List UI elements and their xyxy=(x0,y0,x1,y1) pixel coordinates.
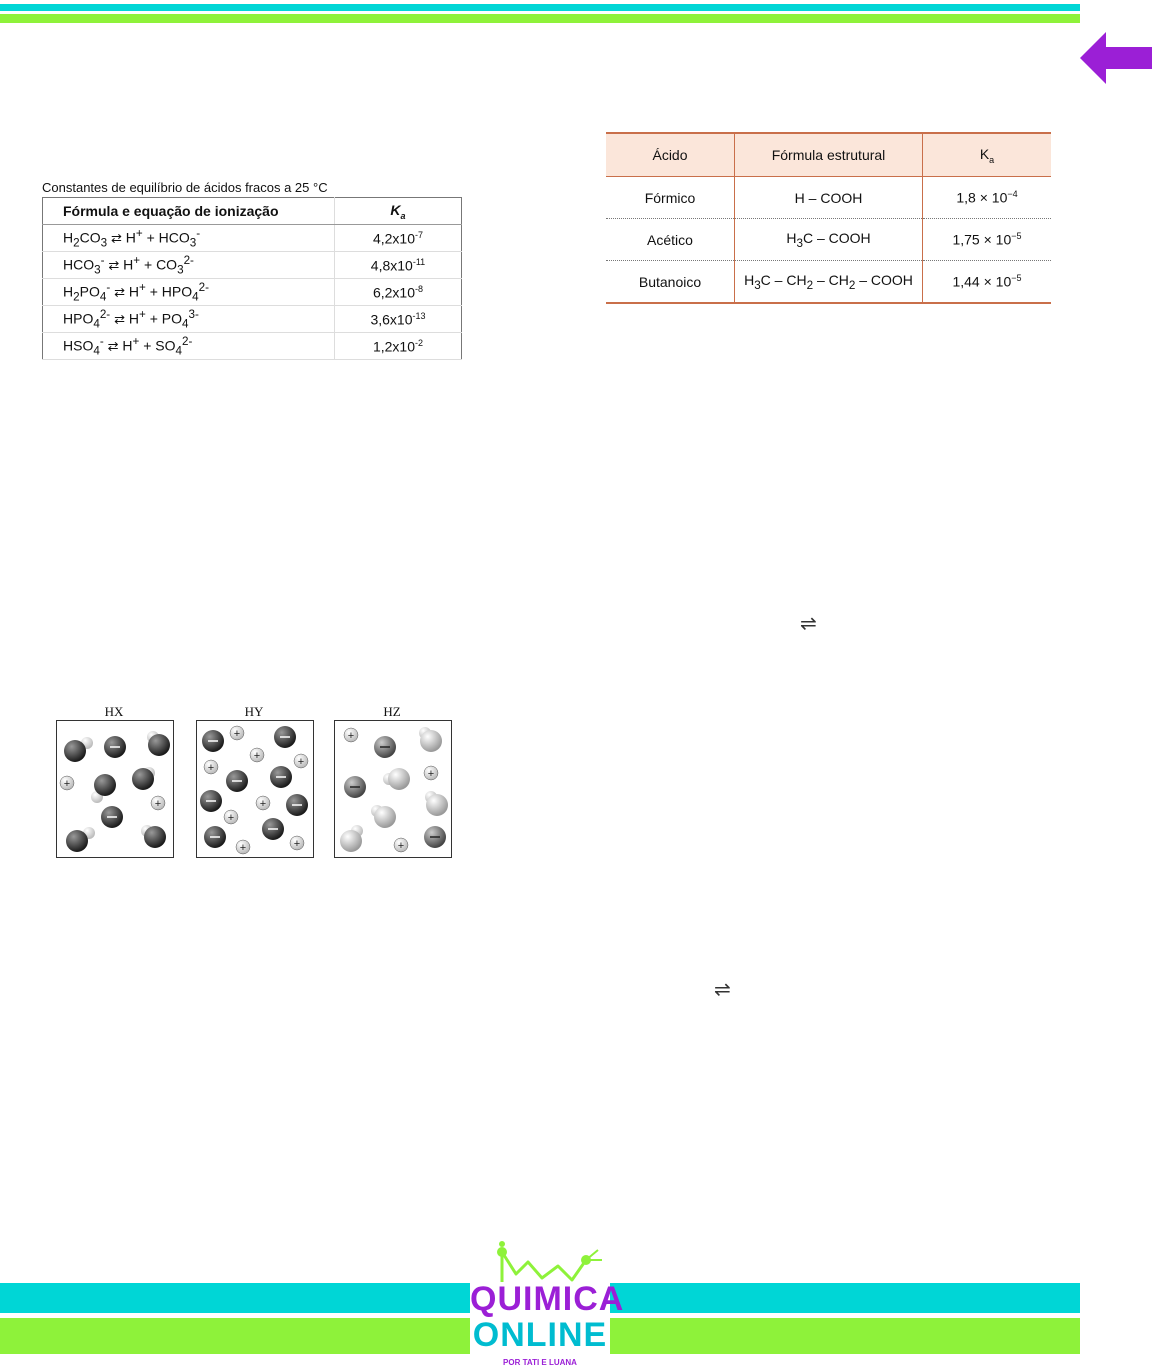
table-row xyxy=(43,252,462,279)
acid-name: Butanoico xyxy=(606,261,735,304)
ka-value: $3,6x10^{-13}$ xyxy=(335,306,462,333)
ka-value: $1,2x10^{-2}$ xyxy=(335,333,462,360)
hx-molecule xyxy=(66,827,95,852)
table-right-header-formula: Fórmula estrutural xyxy=(735,133,923,177)
svg-text:+: + xyxy=(154,798,162,810)
table-row xyxy=(43,306,462,333)
hz-molecule xyxy=(425,791,448,816)
svg-text:+: + xyxy=(227,812,235,824)
molecule-box-hx xyxy=(56,720,174,858)
table-row xyxy=(43,225,462,252)
hy-anion xyxy=(274,726,296,748)
svg-text:+: + xyxy=(239,842,247,854)
hx-anion xyxy=(101,806,123,828)
table-left-header-formula: Fórmula e equação de ionização xyxy=(43,198,335,225)
hy-cation xyxy=(230,726,244,740)
table-row xyxy=(606,261,1051,304)
hz-molecule xyxy=(383,768,410,790)
table-row xyxy=(606,177,1051,219)
ka-value: $1,44 \times 10^{-5}$ xyxy=(923,261,1052,304)
svg-text:+: + xyxy=(347,730,355,742)
svg-text:+: + xyxy=(207,762,215,774)
table-right-header-ka: $K_a$ xyxy=(923,133,1052,177)
logo-subtitle: ONLINE xyxy=(472,1316,608,1354)
table-row xyxy=(43,279,462,306)
svg-text:+: + xyxy=(397,840,405,852)
table-left-header-ka: $K_a$ xyxy=(335,198,462,225)
svg-text:+: + xyxy=(297,756,305,768)
table-right-header-acid: Ácido xyxy=(606,133,735,177)
svg-text:+: + xyxy=(253,750,261,762)
svg-text:+: + xyxy=(233,728,241,740)
acid-constants-table xyxy=(42,197,462,360)
hy-cation xyxy=(224,810,238,824)
ka-value: $6,2x10^{-8}$ xyxy=(335,279,462,306)
svg-text:+: + xyxy=(427,768,435,780)
molecule-box-hy xyxy=(196,720,314,858)
ka-value: $4,8x10^{-11}$ xyxy=(335,252,462,279)
ka-value: $4,2x10^{-7}$ xyxy=(335,225,462,252)
logo xyxy=(470,1238,625,1368)
top-bar-green xyxy=(0,14,1080,23)
hx-cation xyxy=(60,776,74,790)
equilibrium-arrow-1: ⇌ xyxy=(800,613,817,635)
hy-cation xyxy=(294,754,308,768)
hx-molecule xyxy=(141,825,166,848)
molecule-diagram-hy xyxy=(197,721,313,857)
hz-molecule xyxy=(371,805,396,828)
hz-cation xyxy=(394,838,408,852)
equilibrium-arrow-2: ⇌ xyxy=(714,979,731,1001)
hx-molecule xyxy=(91,774,116,803)
hy-anion xyxy=(204,826,226,848)
hy-cation xyxy=(236,840,250,854)
structural-formula: $H_3C$ – COOH xyxy=(735,219,923,261)
hy-cation xyxy=(256,796,270,810)
hy-anion xyxy=(270,766,292,788)
hy-cation xyxy=(250,748,264,762)
svg-text:+: + xyxy=(63,778,71,790)
top-bar-cyan xyxy=(0,4,1080,11)
hx-anion xyxy=(104,736,126,758)
carboxylic-acids-table xyxy=(606,132,1051,304)
back-arrow-icon[interactable] xyxy=(1080,32,1152,84)
molecule-diagram-hz xyxy=(335,721,451,857)
box-label-hy: HY xyxy=(244,704,264,719)
ionization-equation: $HPO_4^{2-}$ ⇄ $H^+ + PO_4^{3-}$ xyxy=(43,306,335,333)
hz-cation xyxy=(344,728,358,742)
hy-anion xyxy=(262,818,284,840)
acid-name: Fórmico xyxy=(606,177,735,219)
hy-anion xyxy=(286,794,308,816)
ionization-equation: $H_2CO_3$ ⇄ $H^+ + HCO_3^-$ xyxy=(43,225,335,252)
hz-anion xyxy=(344,776,366,798)
acid-name: Acético xyxy=(606,219,735,261)
ionization-equation: $HSO_4^-$ ⇄ $H^+ + SO_4^{2-}$ xyxy=(43,333,335,360)
hx-cation xyxy=(151,796,165,810)
hx-molecule xyxy=(132,767,155,790)
hx-molecule xyxy=(64,737,93,762)
logo-title: QUIMICA xyxy=(470,1280,625,1318)
hx-molecule xyxy=(147,731,170,756)
table-row xyxy=(43,333,462,360)
ka-value: $1,75 \times 10^{-5}$ xyxy=(923,219,1052,261)
logo-tagline: POR TATI E LUANA xyxy=(503,1358,577,1367)
hy-anion xyxy=(200,790,222,812)
box-label-hz: HZ xyxy=(383,704,401,719)
svg-text:+: + xyxy=(293,838,301,850)
hz-anion xyxy=(374,736,396,758)
table-row xyxy=(606,219,1051,261)
molecule-diagram-hx xyxy=(57,721,173,857)
box-label-hx: HX xyxy=(104,704,124,719)
molecule-box-hz xyxy=(334,720,452,858)
hz-cation xyxy=(424,766,438,780)
structural-formula: H – COOH xyxy=(735,177,923,219)
hy-anion xyxy=(226,770,248,792)
hy-anion xyxy=(202,730,224,752)
hy-cation xyxy=(204,760,218,774)
table-left-caption: Constantes de equilíbrio de ácidos fracos a 25 °C xyxy=(42,180,328,195)
hy-cation xyxy=(290,836,304,850)
svg-text:+: + xyxy=(259,798,267,810)
ionization-equation: $HCO_3^-$ ⇄ $H^+ + CO_3^{2-}$ xyxy=(43,252,335,279)
hz-molecule xyxy=(340,825,363,852)
structural-formula: $H_3C - CH_2 - CH_2$ – COOH xyxy=(735,261,923,304)
hz-anion xyxy=(424,826,446,848)
hz-molecule xyxy=(419,727,442,752)
ionization-equation: $H_2PO_4^-$ ⇄ $H^+ + HPO_4^{2-}$ xyxy=(43,279,335,306)
ka-value: $1,8 \times 10^{-4}$ xyxy=(923,177,1052,219)
